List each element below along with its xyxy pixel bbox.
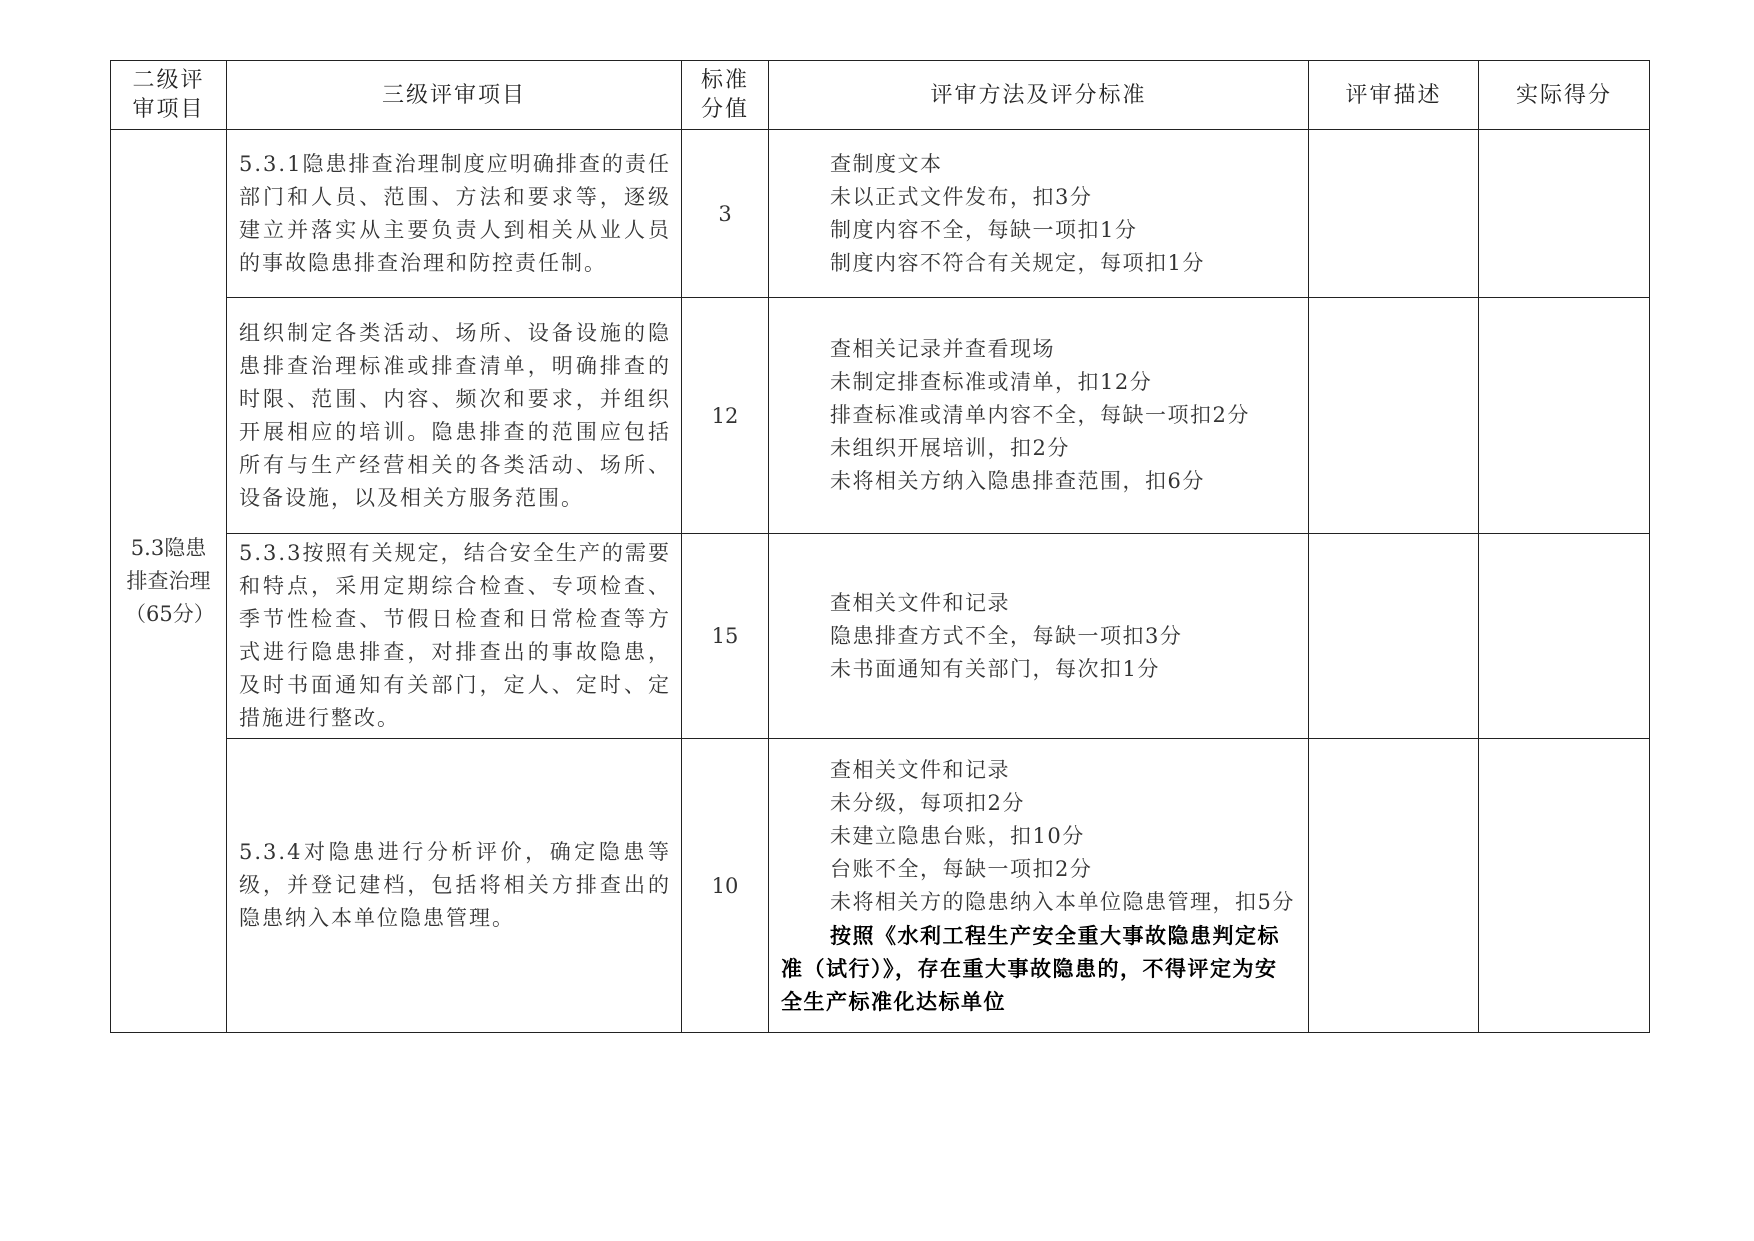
method-line: 查制度文本 <box>830 151 943 176</box>
method-line: 未将相关方的隐患纳入本单位隐患管理，扣5分 <box>830 889 1295 914</box>
level3-item: 5.3.3按照有关规定，结合安全生产的需要和特点，采用定期综合检查、专项检查、季节性检查、节假日检查和日常检查等方式进行隐患排查，对排查出的事故隐患，及时书面通知有关部门，定人、定时、定措施进行整改。 <box>227 534 682 739</box>
method-line: 排查标准或清单内容不全，每缺一项扣2分 <box>830 403 1250 427</box>
method-line: 制度内容不全，每缺一项扣1分 <box>830 217 1138 242</box>
actual-score-cell[interactable] <box>1479 739 1650 1033</box>
method-line: 未将相关方纳入隐患排查范围，扣6分 <box>830 469 1205 493</box>
header-method: 评审方法及评分标准 <box>769 61 1309 130</box>
header-actual: 实际得分 <box>1479 61 1650 130</box>
actual-score-cell[interactable] <box>1479 130 1650 298</box>
method-line: 查相关记录并查看现场 <box>830 337 1055 361</box>
header-level3: 三级评审项目 <box>227 61 682 130</box>
review-table <box>110 60 1650 1033</box>
method-line: 未制定排查标准或清单，扣12分 <box>830 370 1153 394</box>
standard-score: 15 <box>682 534 769 739</box>
header-level2: 二级评审项目 <box>111 61 227 130</box>
method-line: 未组织开展培训，扣2分 <box>830 436 1070 460</box>
method-line: 制度内容不符合有关规定，每项扣1分 <box>830 250 1205 275</box>
method-line: 查相关文件和记录 <box>830 757 1010 782</box>
method-cell <box>769 298 1309 534</box>
review-desc-cell[interactable] <box>1309 130 1479 298</box>
method-line: 隐患排查方式不全，每缺一项扣3分 <box>830 623 1183 648</box>
header-desc: 评审描述 <box>1309 61 1479 130</box>
method-line: 未建立隐患台账，扣10分 <box>830 823 1085 848</box>
method-cell <box>769 739 1309 1033</box>
standard-score: 10 <box>682 739 769 1033</box>
level3-item: 5.3.4对隐患进行分析评价，确定隐患等级，并登记建档，包括将相关方排查出的隐患纳入本单位隐患管理。 <box>227 739 682 1033</box>
method-line: 未以正式文件发布，扣3分 <box>830 184 1093 209</box>
table-row <box>111 534 1650 739</box>
actual-score-cell[interactable] <box>1479 534 1650 739</box>
review-desc-cell[interactable] <box>1309 534 1479 739</box>
review-desc-cell[interactable] <box>1309 298 1479 534</box>
header-score: 标准分值 <box>682 61 769 130</box>
method-cell <box>769 534 1309 739</box>
level3-item: 组织制定各类活动、场所、设备设施的隐患排查治理标准或排查清单，明确排查的时限、范围、内容、频次和要求，并组织开展相应的培训。隐患排查的范围应包括所有与生产经营相关的各类活动、场所、设备设施，以及相关方服务范围。 <box>227 298 682 534</box>
table-row <box>111 739 1650 1033</box>
level3-item: 5.3.1隐患排查治理制度应明确排查的责任部门和人员、范围、方法和要求等，逐级建立并落实从主要负责人到相关从业人员的事故隐患排查治理和防控责任制。 <box>227 130 682 298</box>
actual-score-cell[interactable] <box>1479 298 1650 534</box>
header-row <box>111 61 1650 130</box>
method-cell <box>769 130 1309 298</box>
method-line: 未书面通知有关部门，每次扣1分 <box>830 656 1160 681</box>
review-desc-cell[interactable] <box>1309 739 1479 1033</box>
table-row <box>111 298 1650 534</box>
method-line: 查相关文件和记录 <box>830 590 1010 615</box>
standard-score: 12 <box>682 298 769 534</box>
method-line: 未分级，每项扣2分 <box>830 790 1025 815</box>
method-bold-note: 按照《水利工程生产安全重大事故隐患判定标准（试行）》，存在重大事故隐患的，不得评定为安全生产标准化达标单位 <box>781 922 1280 1014</box>
method-line: 台账不全，每缺一项扣2分 <box>830 856 1093 881</box>
level2-item: 5.3隐患排查治理（65分） <box>111 130 227 1033</box>
standard-score: 3 <box>682 130 769 298</box>
table-row <box>111 130 1650 298</box>
